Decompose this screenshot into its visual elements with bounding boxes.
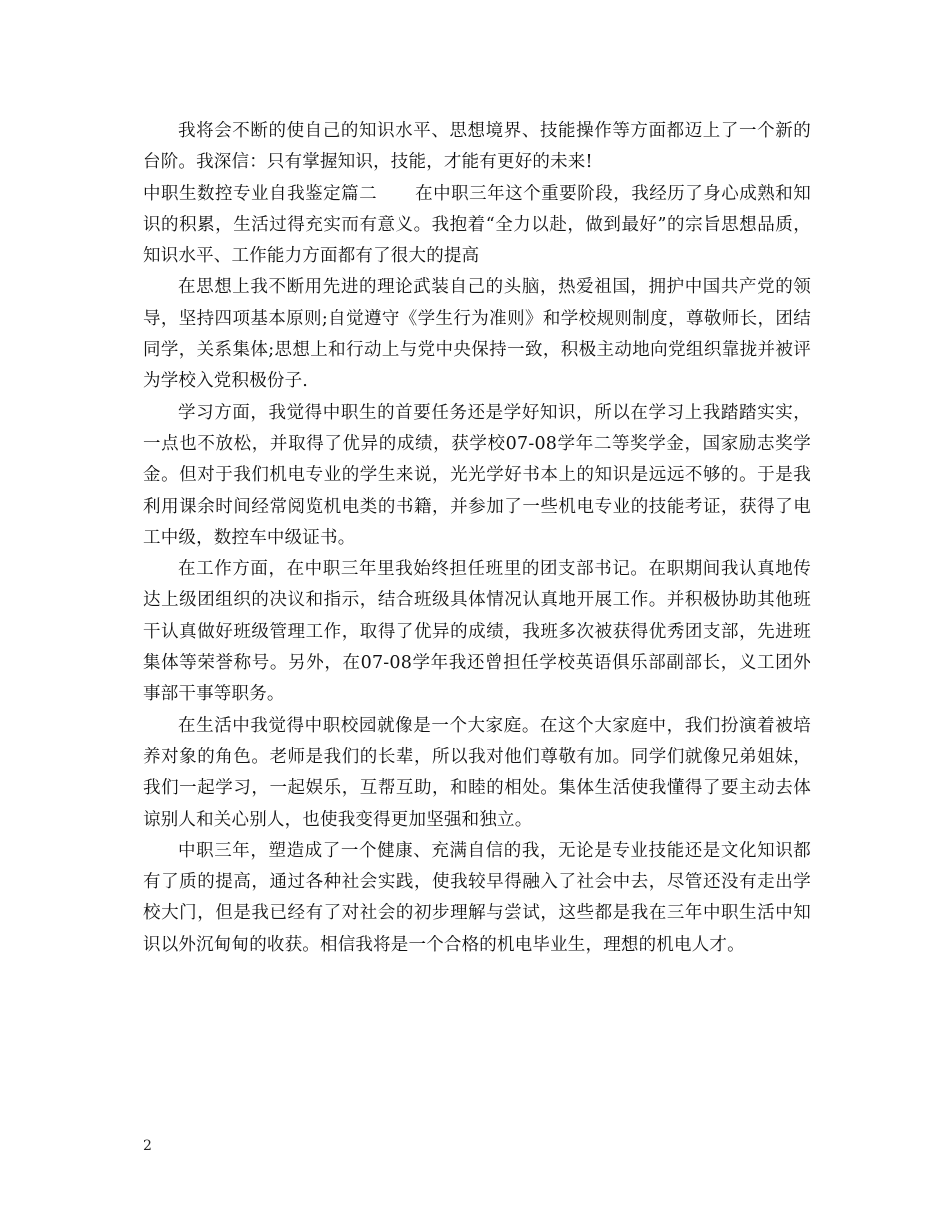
section-intro-continued: 思想品质，知识水平、工作能力方面都有了很大的提高	[143, 214, 811, 267]
document-body	[143, 116, 811, 961]
section-intro: 在中职三年这个重要阶段，我经历了身心成熟和知识的积累，生活过得充实而有意义。我抱着“全力以赴，做到最好”的宗旨	[143, 183, 811, 235]
paragraph-thought: 在思想上我不断用先进的理论武装自己的头脑，热爱祖国，拥护中国共产党的领导，坚持四项基本原则;自觉遵守《学生行为准则》和学校规则制度，尊敬师长，团结同学，关系集体;思想上和行动上与党中央保持一致，积极主动地向党组织靠拢并被评为学校入党积极份子.	[143, 277, 811, 392]
section-title: 中职生数控专业自我鉴定篇二	[143, 183, 378, 204]
section-heading-paragraph	[143, 179, 811, 273]
page-number: 2	[143, 1138, 152, 1154]
paragraph-1: 我将会不断的使自己的知识水平、思想境界、技能操作等方面都迈上了一个新的台阶。我深信：只有掌握知识，技能，才能有更好的未来!	[143, 121, 811, 173]
paragraph-life: 在生活中我觉得中职校园就像是一个大家庭。在这个大家庭中，我们扮演着被培养对象的角色。老师是我们的长辈，所以我对他们尊敬有加。同学们就像兄弟姐妹，我们一起学习，一起娱乐，互帮互助，和睦的相处。集体生活使我懂得了要主动去体谅别人和关心别人，也使我变得更加坚强和独立。	[143, 715, 811, 830]
paragraph-work: 在工作方面，在中职三年里我始终担任班里的团支部书记。在职期间我认真地传达上级团组织的决议和指示，结合班级具体情况认真地开展工作。并积极协助其他班干认真做好班级管理工作，取得了优异的成绩，我班多次被获得优秀团支部，先进班集体等荣誉称号。另外，在07-08学年我还曾担任学校英语俱乐部副部长，义工团外事部干事等职务。	[143, 559, 811, 705]
paragraph-study: 学习方面，我觉得中职生的首要任务还是学好知识，所以在学习上我踏踏实实，一点也不放松，并取得了优异的成绩，获学校07-08学年二等奖学金，国家励志奖学金。但对于我们机电专业的学生来说，光光学好书本上的知识是远远不够的。于是我利用课余时间经常阅览机电类的书籍，并参加了一些机电专业的技能考证，获得了电工中级，数控车中级证书。	[143, 402, 811, 548]
paragraph-conclusion: 中职三年，塑造成了一个健康、充满自信的我，无论是专业技能还是文化知识都有了质的提高，通过各种社会实践，使我较早得融入了社会中去，尽管还没有走出学校大门，但是我已经有了对社会的初步理解与尝试，这些都是我在三年中职生活中知识以外沉甸甸的收获。相信我将是一个合格的机电毕业生，理想的机电人才。	[143, 840, 811, 955]
